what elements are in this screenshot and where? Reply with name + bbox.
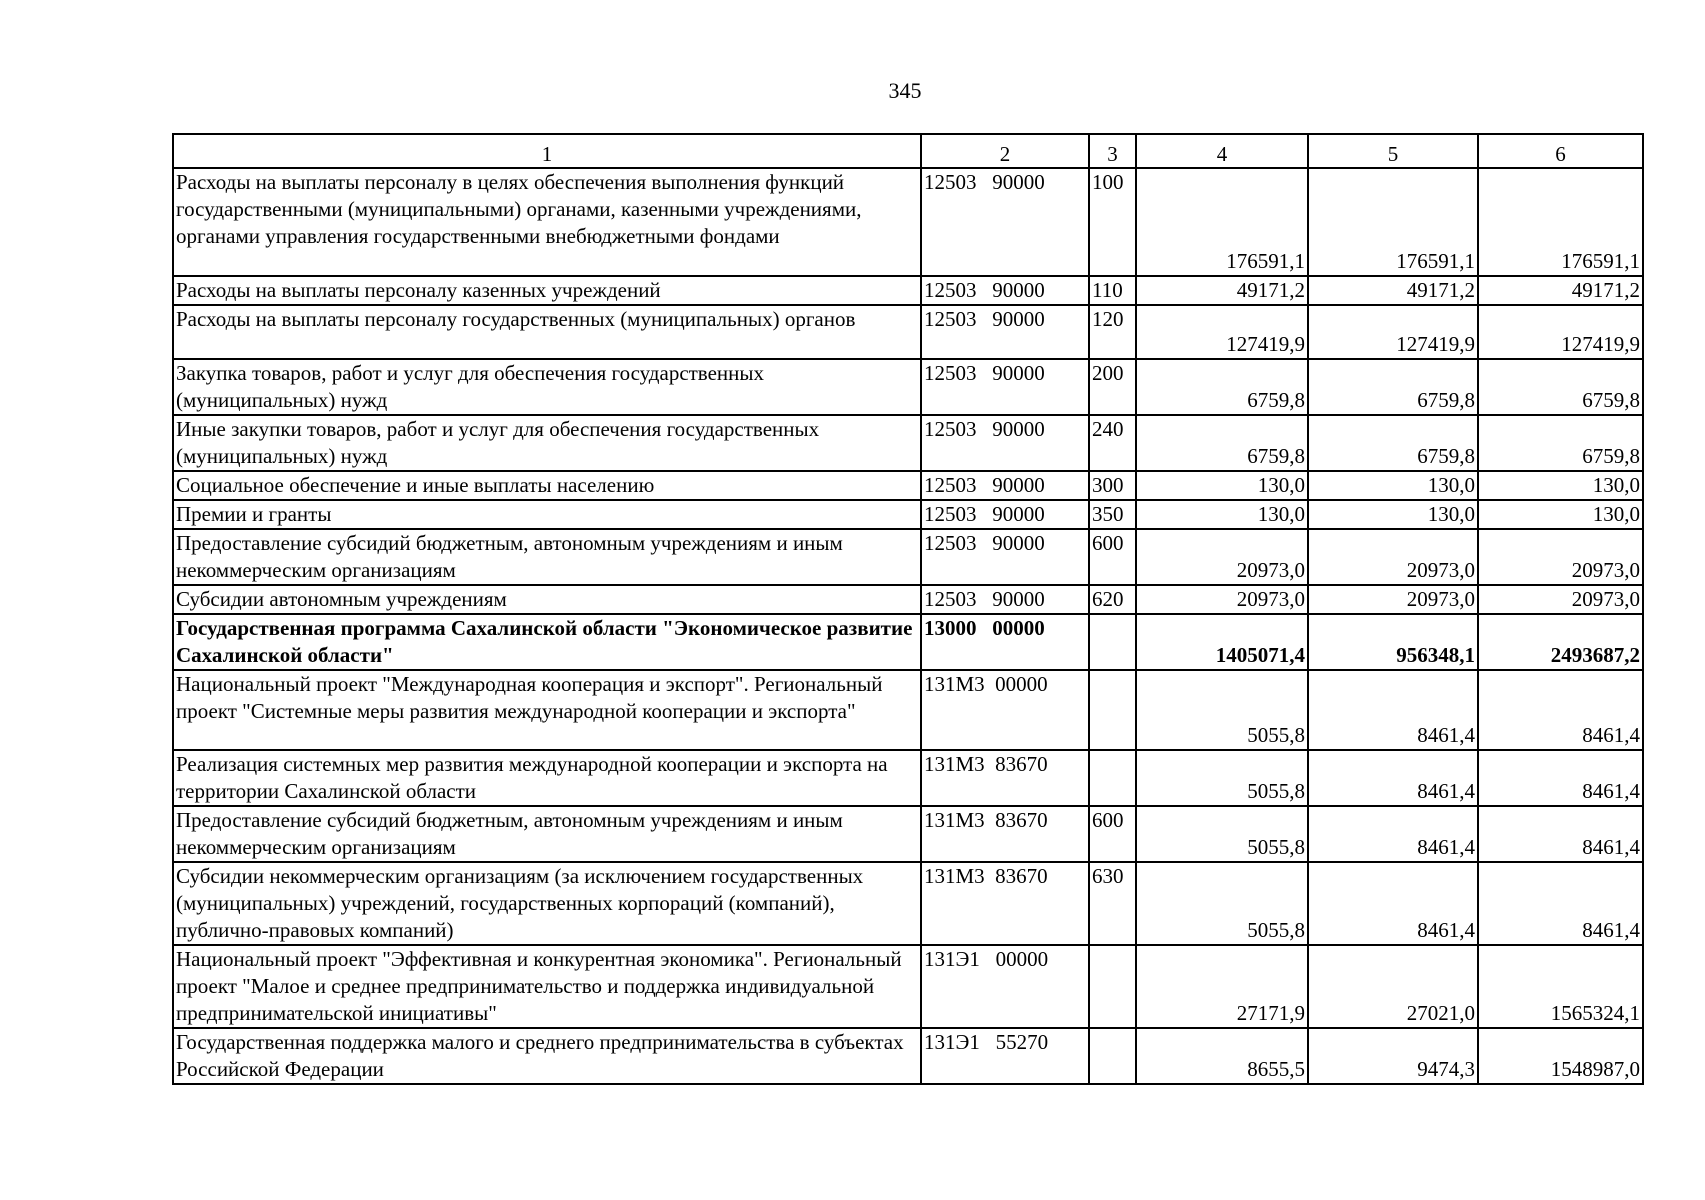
- row-value-col6-cell: 6759,8: [1478, 415, 1643, 471]
- row-expense-type-cell: [1089, 670, 1136, 750]
- row-value-col4-cell: 127419,9: [1136, 305, 1308, 359]
- row-expense-type-cell: 600: [1089, 529, 1136, 585]
- row-value-col5-cell: 9474,3: [1308, 1028, 1478, 1084]
- table-row: [173, 614, 1643, 670]
- table-row: [173, 529, 1643, 585]
- row-value-col6-cell: 1548987,0: [1478, 1028, 1643, 1084]
- row-name-cell: Реализация системных мер развития международной кооперации и экспорта на территории Сахалинской области: [173, 750, 921, 806]
- row-value-col4-cell: 5055,8: [1136, 750, 1308, 806]
- row-value-col5-cell: 20973,0: [1308, 529, 1478, 585]
- header-cell-1: 1: [173, 134, 921, 168]
- row-value-col6-cell: 49171,2: [1478, 276, 1643, 305]
- row-value-col4-cell: 1405071,4: [1136, 614, 1308, 670]
- row-expense-type-cell: 630: [1089, 862, 1136, 945]
- row-name-cell: Расходы на выплаты персоналу казенных учреждений: [173, 276, 921, 305]
- header-cell-2: 2: [921, 134, 1089, 168]
- row-value-col4-cell: 27171,9: [1136, 945, 1308, 1028]
- row-code-cell: 12503 90000: [921, 305, 1089, 359]
- row-expense-type-cell: 110: [1089, 276, 1136, 305]
- row-expense-type-cell: [1089, 614, 1136, 670]
- row-name-cell: Расходы на выплаты персоналу государственных (муниципальных) органов: [173, 305, 921, 359]
- row-name-cell: Предоставление субсидий бюджетным, автономным учреждениям и иным некоммерческим организациям: [173, 529, 921, 585]
- row-name-cell: Социальное обеспечение и иные выплаты населению: [173, 471, 921, 500]
- row-code-cell: 131М3 83670: [921, 862, 1089, 945]
- row-value-col5-cell: 127419,9: [1308, 305, 1478, 359]
- row-value-col6-cell: 8461,4: [1478, 862, 1643, 945]
- row-value-col6-cell: 8461,4: [1478, 806, 1643, 862]
- row-expense-type-cell: 350: [1089, 500, 1136, 529]
- page-number: 345: [888, 78, 922, 103]
- row-name-cell: Национальный проект "Международная кооперация и экспорт". Региональный проект "Системные меры развития международной кооперации и экспорта": [173, 670, 921, 750]
- row-value-col6-cell: 176591,1: [1478, 168, 1643, 276]
- row-code-cell: 12503 90000: [921, 359, 1089, 415]
- table-body: [173, 168, 1643, 1084]
- row-expense-type-cell: 100: [1089, 168, 1136, 276]
- row-value-col5-cell: 956348,1: [1308, 614, 1478, 670]
- table-row: [173, 750, 1643, 806]
- table-row: [173, 500, 1643, 529]
- row-value-col4-cell: 130,0: [1136, 500, 1308, 529]
- row-value-col4-cell: 5055,8: [1136, 670, 1308, 750]
- row-name-cell: Расходы на выплаты персоналу в целях обеспечения выполнения функций государственными (муниципальными) органами, казенными учреждениями, органами управления государственными внебюджетными фондами: [173, 168, 921, 276]
- row-value-col5-cell: 176591,1: [1308, 168, 1478, 276]
- row-value-col6-cell: 127419,9: [1478, 305, 1643, 359]
- row-value-col5-cell: 49171,2: [1308, 276, 1478, 305]
- row-code-cell: 12503 90000: [921, 529, 1089, 585]
- row-code-cell: 131М3 00000: [921, 670, 1089, 750]
- row-expense-type-cell: [1089, 750, 1136, 806]
- row-value-col6-cell: 6759,8: [1478, 359, 1643, 415]
- row-value-col4-cell: 6759,8: [1136, 359, 1308, 415]
- row-code-cell: 131М3 83670: [921, 806, 1089, 862]
- table-row: [173, 862, 1643, 945]
- row-expense-type-cell: 120: [1089, 305, 1136, 359]
- header-cell-5: 5: [1308, 134, 1478, 168]
- row-value-col4-cell: 176591,1: [1136, 168, 1308, 276]
- row-expense-type-cell: [1089, 945, 1136, 1028]
- table-row: [173, 276, 1643, 305]
- row-value-col5-cell: 6759,8: [1308, 359, 1478, 415]
- row-code-cell: 131М3 83670: [921, 750, 1089, 806]
- row-value-col4-cell: 20973,0: [1136, 585, 1308, 614]
- row-value-col4-cell: 8655,5: [1136, 1028, 1308, 1084]
- table-row: [173, 1028, 1643, 1084]
- row-code-cell: 12503 90000: [921, 276, 1089, 305]
- row-expense-type-cell: 620: [1089, 585, 1136, 614]
- row-value-col6-cell: 20973,0: [1478, 529, 1643, 585]
- row-value-col5-cell: 8461,4: [1308, 750, 1478, 806]
- table-row: [173, 670, 1643, 750]
- row-value-col5-cell: 8461,4: [1308, 806, 1478, 862]
- row-value-col6-cell: 130,0: [1478, 471, 1643, 500]
- row-name-cell: Субсидии автономным учреждениям: [173, 585, 921, 614]
- header-cell-4: 4: [1136, 134, 1308, 168]
- row-value-col5-cell: 130,0: [1308, 471, 1478, 500]
- row-expense-type-cell: 240: [1089, 415, 1136, 471]
- row-name-cell: Предоставление субсидий бюджетным, автономным учреждениям и иным некоммерческим организациям: [173, 806, 921, 862]
- table-row: [173, 168, 1643, 276]
- row-value-col5-cell: 6759,8: [1308, 415, 1478, 471]
- row-value-col6-cell: 130,0: [1478, 500, 1643, 529]
- table-row: [173, 415, 1643, 471]
- row-expense-type-cell: 300: [1089, 471, 1136, 500]
- header-cell-3: 3: [1089, 134, 1136, 168]
- budget-table: [172, 133, 1644, 1085]
- table-row: [173, 806, 1643, 862]
- row-value-col5-cell: 8461,4: [1308, 862, 1478, 945]
- row-code-cell: 12503 90000: [921, 471, 1089, 500]
- table-row: [173, 359, 1643, 415]
- row-value-col6-cell: 8461,4: [1478, 670, 1643, 750]
- table-row: [173, 945, 1643, 1028]
- header-cell-6: 6: [1478, 134, 1643, 168]
- row-expense-type-cell: [1089, 1028, 1136, 1084]
- row-name-cell: Иные закупки товаров, работ и услуг для обеспечения государственных (муниципальных) нужд: [173, 415, 921, 471]
- row-code-cell: 12503 90000: [921, 415, 1089, 471]
- row-name-cell: Премии и гранты: [173, 500, 921, 529]
- row-value-col5-cell: 20973,0: [1308, 585, 1478, 614]
- header-row: [173, 134, 1643, 168]
- row-value-col4-cell: 5055,8: [1136, 862, 1308, 945]
- row-value-col4-cell: 20973,0: [1136, 529, 1308, 585]
- row-code-cell: 12503 90000: [921, 168, 1089, 276]
- row-value-col4-cell: 130,0: [1136, 471, 1308, 500]
- row-expense-type-cell: 200: [1089, 359, 1136, 415]
- row-code-cell: 12503 90000: [921, 585, 1089, 614]
- row-name-cell: Государственная программа Сахалинской области "Экономическое развитие Сахалинской области": [173, 614, 921, 670]
- row-value-col4-cell: 6759,8: [1136, 415, 1308, 471]
- row-code-cell: 12503 90000: [921, 500, 1089, 529]
- row-value-col6-cell: 2493687,2: [1478, 614, 1643, 670]
- table-row: [173, 305, 1643, 359]
- row-code-cell: 131Э1 55270: [921, 1028, 1089, 1084]
- row-name-cell: Закупка товаров, работ и услуг для обеспечения государственных (муниципальных) нужд: [173, 359, 921, 415]
- table-row: [173, 585, 1643, 614]
- row-value-col5-cell: 130,0: [1308, 500, 1478, 529]
- row-value-col6-cell: 8461,4: [1478, 750, 1643, 806]
- row-name-cell: Национальный проект "Эффективная и конкурентная экономика". Региональный проект "Малое и среднее предпринимательство и поддержка индивидуальной предпринимательской инициативы": [173, 945, 921, 1028]
- row-value-col5-cell: 8461,4: [1308, 670, 1478, 750]
- row-expense-type-cell: 600: [1089, 806, 1136, 862]
- row-value-col4-cell: 5055,8: [1136, 806, 1308, 862]
- row-name-cell: Субсидии некоммерческим организациям (за исключением государственных (муниципальных) учреждений, государственных корпораций (компаний), публично-правовых компаний): [173, 862, 921, 945]
- table-row: [173, 471, 1643, 500]
- row-code-cell: 131Э1 00000: [921, 945, 1089, 1028]
- row-name-cell: Государственная поддержка малого и среднего предпринимательства в субъектах Российской Федерации: [173, 1028, 921, 1084]
- row-code-cell: 13000 00000: [921, 614, 1089, 670]
- row-value-col6-cell: 20973,0: [1478, 585, 1643, 614]
- row-value-col6-cell: 1565324,1: [1478, 945, 1643, 1028]
- row-value-col4-cell: 49171,2: [1136, 276, 1308, 305]
- row-value-col5-cell: 27021,0: [1308, 945, 1478, 1028]
